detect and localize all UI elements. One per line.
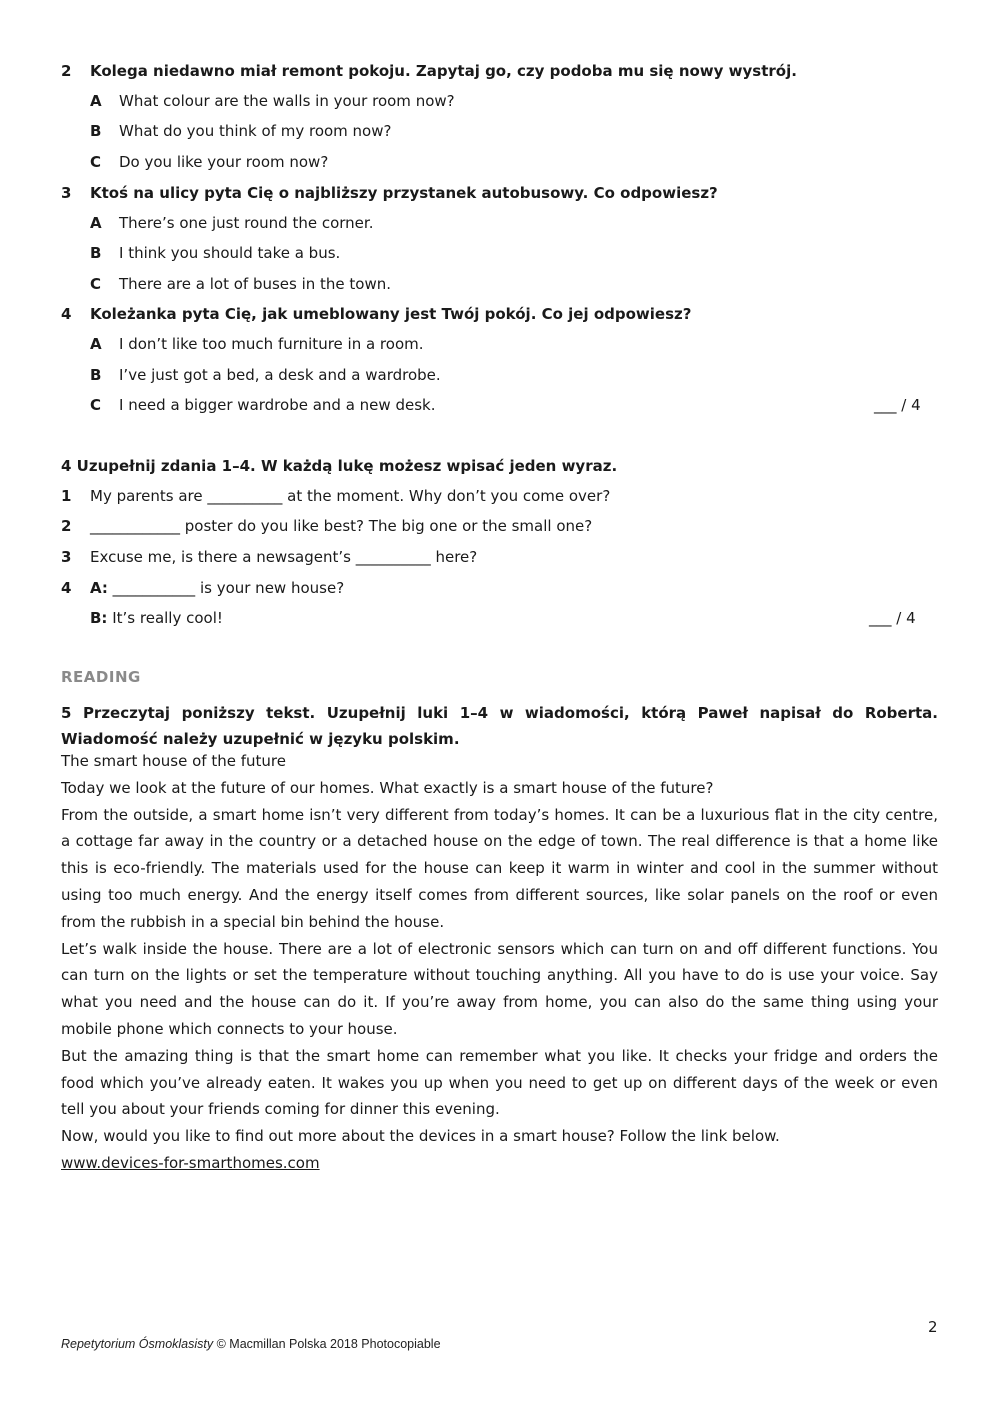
website-link[interactable]: www.devices-for-smarthomes.com — [61, 1153, 320, 1172]
option-text: I don’t like too much furniture in a room. — [119, 335, 424, 353]
reply-line: It’s really cool! — [112, 609, 223, 627]
option-text: There are a lot of buses in the town. — [119, 275, 392, 293]
question-text: Ktoś na ulicy pyta Cię o najbliższy przystanek autobusowy. Co odpowiesz? — [90, 184, 718, 202]
option-text: Do you like your room now? — [119, 153, 329, 171]
question-3 — [0, 178, 1000, 208]
task-4-title — [0, 451, 1000, 481]
item-text: ___________ is your new house? — [112, 579, 345, 597]
speaker-label: A: — [90, 579, 108, 597]
copyright: © Macmillan Polska 2018 Photocopiable — [213, 1337, 441, 1351]
item-number: 4 — [61, 579, 72, 597]
option-row — [0, 269, 1000, 299]
item-text — [90, 573, 344, 603]
item-text: My parents are __________ at the moment. Why don’t you come over? — [90, 487, 611, 505]
option-row — [0, 116, 1000, 146]
option-text: I think you should take a bus. — [119, 244, 341, 262]
score-box: ___ / 4 — [874, 396, 921, 414]
speaker-label: B: — [90, 609, 108, 627]
gap-sentence — [0, 481, 1000, 511]
item-number: 2 — [61, 517, 72, 535]
text-title: The smart house of the future — [61, 752, 286, 770]
task-title: 4 Uzupełnij zdania 1–4. W każdą lukę możesz wpisać jeden wyraz. — [61, 457, 618, 475]
option-letter: B — [90, 122, 102, 140]
question-text: Kolega niedawno miał remont pokoju. Zapytaj go, czy podoba mu się nowy wystrój. — [90, 62, 797, 80]
option-letter: A — [90, 335, 102, 353]
option-row — [0, 86, 1000, 116]
item-text: Excuse me, is there a newsagent’s __________ here? — [90, 548, 478, 566]
option-letter: C — [90, 153, 102, 171]
option-text: I’ve just got a bed, a desk and a wardrobe. — [119, 366, 441, 384]
item-text: ____________ poster do you like best? The big one or the small one? — [90, 517, 593, 535]
option-letter: A — [90, 214, 102, 232]
option-row — [0, 390, 1000, 420]
option-text: What colour are the walls in your room now? — [119, 92, 455, 110]
section-heading: READING — [61, 668, 141, 686]
option-letter: C — [90, 275, 102, 293]
item-number: 3 — [61, 548, 72, 566]
option-text: There’s one just round the corner. — [119, 214, 374, 232]
option-row — [0, 208, 1000, 238]
task-5-instruction: 5 Przeczytaj poniższy tekst. Uzupełnij luki 1–4 w wiadomości, którą Paweł napisał do Roberta. Wiadomość należy uzupełnić w języku polskim. — [61, 704, 938, 748]
page-number: 2 — [928, 1318, 938, 1336]
option-letter: A — [90, 92, 102, 110]
footer — [61, 1337, 441, 1351]
paragraph: Today we look at the future of our homes. What exactly is a smart house of the future? — [61, 778, 714, 797]
gap-sentence — [0, 542, 1000, 572]
option-row — [0, 360, 1000, 390]
reply-row — [0, 603, 1000, 633]
gap-sentence — [0, 511, 1000, 541]
reading-text — [61, 748, 938, 1177]
question-2 — [0, 56, 1000, 86]
option-row — [0, 238, 1000, 268]
item-number: 1 — [61, 487, 72, 505]
question-text: Koleżanka pyta Cię, jak umeblowany jest Twój pokój. Co jej odpowiesz? — [90, 305, 692, 323]
paragraph: Let’s walk inside the house. There are a lot of electronic sensors which can turn on and off different functions. You can turn on the lights or set the temperature without touching anything. All you have to do is use your voice. Say what you need and the house can do it. If you’re away from home, you can also do the same thing using your mobile phone which connects to your house. — [61, 939, 938, 1038]
option-letter: B — [90, 366, 102, 384]
option-letter: B — [90, 244, 102, 262]
paragraph: Now, would you like to find out more about the devices in a smart house? Follow the link below. — [61, 1127, 780, 1146]
gap-sentence — [0, 573, 1000, 603]
paragraph: But the amazing thing is that the smart home can remember what you like. It checks your fridge and orders the food which you’ve already eaten. It wakes you up when you need to get up on different days of the week or even tell you about your friends coming for dinner this evening. — [61, 1046, 938, 1119]
option-text: What do you think of my room now? — [119, 122, 392, 140]
book-title: Repetytorium Ósmoklasisty — [61, 1337, 214, 1351]
score-box: ___ / 4 — [869, 609, 916, 627]
paragraph: From the outside, a smart home isn’t very different from today’s homes. It can be a luxurious flat in the city centre, a cottage far away in the country or a detached house on the edge of town. The real difference is that a home like this is eco-friendly. The materials used for the house can keep it warm in winter and cool in the summer without using too much energy. And the energy itself comes from different sources, like solar panels on the roof or even from the rubbish in a special bin behind the house. — [61, 805, 938, 931]
option-row — [0, 329, 1000, 359]
option-text: I need a bigger wardrobe and a new desk. — [119, 396, 436, 414]
question-4 — [0, 299, 1000, 329]
question-number: 3 — [61, 184, 72, 202]
option-letter: C — [90, 396, 102, 414]
question-number: 4 — [61, 305, 72, 323]
option-row — [0, 147, 1000, 177]
question-number: 2 — [61, 62, 72, 80]
reply-text — [90, 603, 223, 633]
